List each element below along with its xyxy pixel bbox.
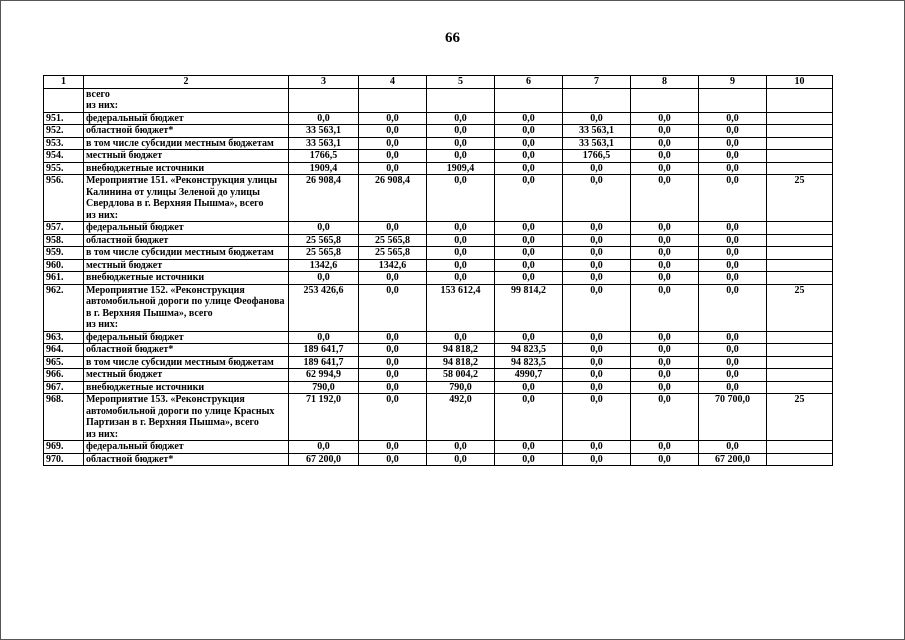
table-row — [44, 344, 833, 357]
row-number: 953. — [44, 137, 84, 150]
value-cell: 0,0 — [631, 259, 699, 272]
value-cell: 0,0 — [563, 284, 631, 331]
row-name: местный бюджет — [84, 150, 289, 163]
value-cell: 0,0 — [359, 394, 427, 441]
value-cell: 0,0 — [427, 331, 495, 344]
row-name: Мероприятие 153. «Реконструкция автомобильной дороги по улице Красных Партизан в г. Верхняя Пышма», всего из них: — [84, 394, 289, 441]
value-cell: 0,0 — [427, 222, 495, 235]
value-cell: 4990,7 — [495, 369, 563, 382]
value-cell: 0,0 — [563, 441, 631, 454]
row-number: 968. — [44, 394, 84, 441]
value-cell: 33 563,1 — [289, 137, 359, 150]
value-cell: 189 641,7 — [289, 356, 359, 369]
value-cell: 0,0 — [631, 125, 699, 138]
value-cell: 0,0 — [495, 394, 563, 441]
value-cell — [359, 88, 427, 112]
row-name: в том числе субсидии местным бюджетам — [84, 247, 289, 260]
header-row — [44, 76, 833, 89]
target-cell — [767, 369, 833, 382]
value-cell: 0,0 — [495, 247, 563, 260]
table-row — [44, 247, 833, 260]
target-cell: 25 — [767, 284, 833, 331]
value-cell: 0,0 — [359, 284, 427, 331]
header-cell: 7 — [563, 76, 631, 89]
row-number — [44, 88, 84, 112]
row-number: 954. — [44, 150, 84, 163]
value-cell: 0,0 — [289, 272, 359, 285]
table-row — [44, 259, 833, 272]
value-cell: 0,0 — [563, 259, 631, 272]
value-cell: 0,0 — [563, 112, 631, 125]
target-cell — [767, 222, 833, 235]
value-cell: 0,0 — [699, 344, 767, 357]
value-cell: 0,0 — [495, 331, 563, 344]
target-cell — [767, 441, 833, 454]
value-cell: 58 004,2 — [427, 369, 495, 382]
target-cell: 25 — [767, 175, 833, 222]
value-cell: 0,0 — [563, 234, 631, 247]
target-cell — [767, 150, 833, 163]
value-cell: 0,0 — [359, 381, 427, 394]
row-name: Мероприятие 151. «Реконструкция улицы Калинина от улицы Зеленой до улицы Свердлова в г. Верхняя Пышма», всего из них: — [84, 175, 289, 222]
header-cell: 8 — [631, 76, 699, 89]
value-cell: 0,0 — [359, 150, 427, 163]
value-cell: 0,0 — [699, 441, 767, 454]
value-cell: 0,0 — [699, 125, 767, 138]
value-cell: 0,0 — [359, 222, 427, 235]
value-cell: 0,0 — [631, 284, 699, 331]
table-row — [44, 331, 833, 344]
value-cell: 0,0 — [359, 344, 427, 357]
table-row — [44, 441, 833, 454]
row-number: 962. — [44, 284, 84, 331]
table-row — [44, 112, 833, 125]
value-cell: 71 192,0 — [289, 394, 359, 441]
value-cell: 0,0 — [631, 175, 699, 222]
row-number: 966. — [44, 369, 84, 382]
value-cell: 67 200,0 — [289, 453, 359, 466]
value-cell — [495, 88, 563, 112]
value-cell: 790,0 — [427, 381, 495, 394]
value-cell — [427, 88, 495, 112]
value-cell: 1342,6 — [289, 259, 359, 272]
row-number: 960. — [44, 259, 84, 272]
row-name: областной бюджет* — [84, 453, 289, 466]
value-cell: 0,0 — [427, 150, 495, 163]
value-cell: 0,0 — [359, 331, 427, 344]
value-cell: 0,0 — [699, 369, 767, 382]
value-cell: 0,0 — [631, 344, 699, 357]
row-name: областной бюджет — [84, 234, 289, 247]
header-cell: 9 — [699, 76, 767, 89]
header-cell: 4 — [359, 76, 427, 89]
row-name: федеральный бюджет — [84, 331, 289, 344]
value-cell: 0,0 — [427, 175, 495, 222]
value-cell: 0,0 — [631, 162, 699, 175]
value-cell: 0,0 — [359, 369, 427, 382]
value-cell: 0,0 — [631, 369, 699, 382]
table-body — [44, 88, 833, 466]
row-number: 967. — [44, 381, 84, 394]
row-number: 959. — [44, 247, 84, 260]
value-cell: 790,0 — [289, 381, 359, 394]
value-cell: 153 612,4 — [427, 284, 495, 331]
row-name: Мероприятие 152. «Реконструкция автомобильной дороги по улице Феофанова в г. Верхняя Пышма», всего из них: — [84, 284, 289, 331]
value-cell: 1909,4 — [427, 162, 495, 175]
header-cell: 3 — [289, 76, 359, 89]
table-row — [44, 137, 833, 150]
value-cell: 94 823,5 — [495, 356, 563, 369]
value-cell: 0,0 — [427, 234, 495, 247]
value-cell: 0,0 — [427, 125, 495, 138]
value-cell: 25 565,8 — [289, 234, 359, 247]
value-cell: 0,0 — [631, 272, 699, 285]
value-cell: 26 908,4 — [289, 175, 359, 222]
value-cell: 67 200,0 — [699, 453, 767, 466]
value-cell: 0,0 — [699, 222, 767, 235]
value-cell: 0,0 — [699, 162, 767, 175]
value-cell: 26 908,4 — [359, 175, 427, 222]
value-cell: 0,0 — [631, 394, 699, 441]
table-row — [44, 394, 833, 441]
row-name: внебюджетные источники — [84, 272, 289, 285]
row-name: областной бюджет* — [84, 125, 289, 138]
value-cell: 0,0 — [631, 112, 699, 125]
value-cell: 0,0 — [631, 247, 699, 260]
table-row — [44, 162, 833, 175]
header-cell: 5 — [427, 76, 495, 89]
table-row — [44, 234, 833, 247]
value-cell: 0,0 — [563, 331, 631, 344]
value-cell: 0,0 — [563, 272, 631, 285]
header-cell: 1 — [44, 76, 84, 89]
value-cell: 0,0 — [359, 137, 427, 150]
value-cell: 0,0 — [699, 137, 767, 150]
value-cell: 0,0 — [359, 356, 427, 369]
table-row — [44, 222, 833, 235]
value-cell: 0,0 — [631, 453, 699, 466]
value-cell: 0,0 — [699, 381, 767, 394]
value-cell: 0,0 — [495, 125, 563, 138]
value-cell: 0,0 — [631, 356, 699, 369]
value-cell: 0,0 — [427, 137, 495, 150]
value-cell: 0,0 — [495, 112, 563, 125]
row-number: 951. — [44, 112, 84, 125]
value-cell: 0,0 — [495, 137, 563, 150]
table-row — [44, 381, 833, 394]
value-cell: 0,0 — [631, 137, 699, 150]
value-cell: 0,0 — [427, 112, 495, 125]
value-cell: 25 565,8 — [289, 247, 359, 260]
value-cell: 0,0 — [631, 150, 699, 163]
value-cell: 1766,5 — [289, 150, 359, 163]
value-cell: 0,0 — [289, 331, 359, 344]
value-cell: 1342,6 — [359, 259, 427, 272]
value-cell: 0,0 — [699, 175, 767, 222]
value-cell — [563, 88, 631, 112]
value-cell: 0,0 — [495, 259, 563, 272]
table-row — [44, 125, 833, 138]
value-cell: 25 565,8 — [359, 247, 427, 260]
page-number: 66 — [445, 30, 460, 46]
row-name: местный бюджет — [84, 369, 289, 382]
value-cell: 0,0 — [699, 284, 767, 331]
target-cell — [767, 137, 833, 150]
row-number: 970. — [44, 453, 84, 466]
value-cell: 0,0 — [495, 453, 563, 466]
table-row — [44, 369, 833, 382]
row-number: 955. — [44, 162, 84, 175]
value-cell: 62 994,9 — [289, 369, 359, 382]
value-cell: 0,0 — [289, 112, 359, 125]
value-cell: 0,0 — [563, 247, 631, 260]
value-cell: 0,0 — [699, 272, 767, 285]
value-cell: 0,0 — [631, 234, 699, 247]
row-number: 956. — [44, 175, 84, 222]
value-cell: 0,0 — [289, 441, 359, 454]
table-row — [44, 175, 833, 222]
target-cell — [767, 259, 833, 272]
value-cell: 0,0 — [427, 247, 495, 260]
value-cell: 0,0 — [563, 356, 631, 369]
value-cell: 0,0 — [699, 150, 767, 163]
table-row — [44, 356, 833, 369]
value-cell: 0,0 — [495, 150, 563, 163]
target-cell — [767, 234, 833, 247]
header-cell: 6 — [495, 76, 563, 89]
row-name: местный бюджет — [84, 259, 289, 272]
row-name: всего из них: — [84, 88, 289, 112]
value-cell: 70 700,0 — [699, 394, 767, 441]
row-name: внебюджетные источники — [84, 162, 289, 175]
target-cell — [767, 162, 833, 175]
row-number: 957. — [44, 222, 84, 235]
target-cell: 25 — [767, 394, 833, 441]
row-number: 964. — [44, 344, 84, 357]
target-cell — [767, 272, 833, 285]
value-cell: 253 426,6 — [289, 284, 359, 331]
value-cell: 0,0 — [563, 394, 631, 441]
value-cell: 0,0 — [495, 381, 563, 394]
value-cell: 0,0 — [495, 222, 563, 235]
value-cell: 0,0 — [631, 381, 699, 394]
value-cell: 0,0 — [563, 344, 631, 357]
value-cell: 1909,4 — [289, 162, 359, 175]
value-cell: 0,0 — [563, 453, 631, 466]
value-cell: 0,0 — [289, 222, 359, 235]
value-cell: 99 814,2 — [495, 284, 563, 331]
value-cell: 33 563,1 — [289, 125, 359, 138]
table-row — [44, 150, 833, 163]
value-cell: 0,0 — [631, 222, 699, 235]
target-cell — [767, 344, 833, 357]
table-row — [44, 453, 833, 466]
row-number: 963. — [44, 331, 84, 344]
value-cell: 0,0 — [495, 175, 563, 222]
value-cell: 0,0 — [359, 162, 427, 175]
value-cell: 0,0 — [359, 441, 427, 454]
table-row — [44, 272, 833, 285]
target-cell — [767, 381, 833, 394]
target-cell — [767, 331, 833, 344]
target-cell — [767, 356, 833, 369]
target-cell — [767, 112, 833, 125]
value-cell — [699, 88, 767, 112]
value-cell: 0,0 — [563, 175, 631, 222]
target-cell — [767, 247, 833, 260]
value-cell: 0,0 — [495, 441, 563, 454]
row-name: областной бюджет* — [84, 344, 289, 357]
row-name: в том числе субсидии местным бюджетам — [84, 356, 289, 369]
table-row — [44, 284, 833, 331]
target-cell — [767, 453, 833, 466]
budget-table — [43, 75, 833, 466]
value-cell: 0,0 — [699, 356, 767, 369]
value-cell: 0,0 — [427, 272, 495, 285]
value-cell: 94 818,2 — [427, 344, 495, 357]
row-number: 961. — [44, 272, 84, 285]
value-cell: 1766,5 — [563, 150, 631, 163]
value-cell: 94 823,5 — [495, 344, 563, 357]
value-cell: 0,0 — [427, 259, 495, 272]
value-cell: 0,0 — [359, 272, 427, 285]
value-cell: 0,0 — [427, 453, 495, 466]
value-cell: 0,0 — [631, 441, 699, 454]
row-name: федеральный бюджет — [84, 441, 289, 454]
value-cell — [631, 88, 699, 112]
value-cell: 0,0 — [563, 162, 631, 175]
row-number: 969. — [44, 441, 84, 454]
value-cell: 0,0 — [495, 272, 563, 285]
row-name: в том числе субсидии местным бюджетам — [84, 137, 289, 150]
value-cell: 0,0 — [699, 331, 767, 344]
row-name: федеральный бюджет — [84, 222, 289, 235]
value-cell: 33 563,1 — [563, 125, 631, 138]
table-row — [44, 88, 833, 112]
value-cell: 0,0 — [359, 112, 427, 125]
value-cell: 0,0 — [359, 125, 427, 138]
value-cell: 0,0 — [699, 112, 767, 125]
header-cell: 2 — [84, 76, 289, 89]
value-cell: 0,0 — [699, 234, 767, 247]
value-cell: 0,0 — [359, 453, 427, 466]
value-cell: 0,0 — [495, 234, 563, 247]
row-number: 958. — [44, 234, 84, 247]
target-cell — [767, 125, 833, 138]
value-cell: 0,0 — [699, 247, 767, 260]
value-cell: 492,0 — [427, 394, 495, 441]
row-name: федеральный бюджет — [84, 112, 289, 125]
value-cell: 25 565,8 — [359, 234, 427, 247]
value-cell: 0,0 — [631, 331, 699, 344]
value-cell — [289, 88, 359, 112]
value-cell: 0,0 — [699, 259, 767, 272]
row-name: внебюджетные источники — [84, 381, 289, 394]
value-cell: 94 818,2 — [427, 356, 495, 369]
value-cell: 0,0 — [495, 162, 563, 175]
value-cell: 0,0 — [427, 441, 495, 454]
value-cell: 0,0 — [563, 381, 631, 394]
row-number: 952. — [44, 125, 84, 138]
row-number: 965. — [44, 356, 84, 369]
value-cell: 33 563,1 — [563, 137, 631, 150]
value-cell: 0,0 — [563, 222, 631, 235]
target-cell — [767, 88, 833, 112]
value-cell: 0,0 — [563, 369, 631, 382]
header-cell: 10 — [767, 76, 833, 89]
value-cell: 189 641,7 — [289, 344, 359, 357]
